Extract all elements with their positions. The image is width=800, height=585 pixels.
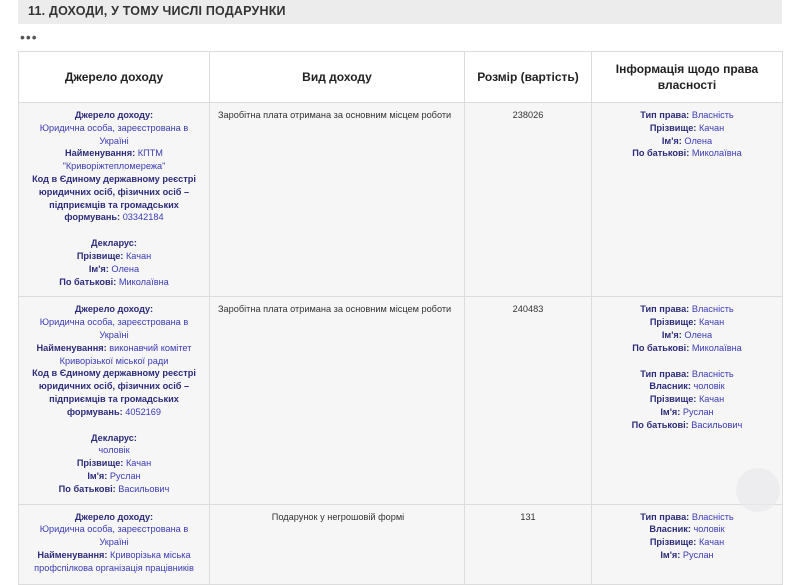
income-table [18,51,783,585]
header-income-kind: Вид доходу [210,52,465,103]
right-type-value: Власність [691,304,734,315]
owner-label: Власник: [649,381,691,392]
ownership-cell [592,504,783,584]
surname-label: Прізвище: [649,122,697,133]
firstname-label: Ім'я: [87,470,108,481]
surname-value: Качан [698,394,725,405]
header-income-amount: Розмір (вартість) [465,52,592,103]
firstname-label: Ім'я: [88,263,109,274]
firstname-value: Руслан [109,470,141,481]
right-type-value: Власність [691,110,734,120]
right-type-label: Тип права: [640,110,690,120]
source-value: Юридична особа, зареєстрована в Україні [39,122,189,146]
patronymic-label: По батькові: [632,342,690,353]
source-value: Юридична особа, зареєстрована в Україні [39,524,189,548]
owner-value: чоловік [693,381,725,392]
patronymic-value: Васильович [691,419,743,430]
patronymic-label: По батькові: [59,276,117,287]
surname-label: Прізвище: [649,317,697,328]
source-label: Джерело доходу: [74,110,154,120]
watermark-icon [736,468,780,512]
code-label: Код в Єдиному державному реєстрі юридичних осіб, фізичних осіб – підприємців та громадських формувань: [32,173,196,223]
patronymic-label: По батькові: [58,483,116,494]
right-type-label: Тип права: [640,368,690,379]
surname-label: Прізвище: [649,394,697,405]
patronymic-value: Васильович [118,483,170,494]
ownership-cell [592,103,783,297]
firstname-value: Руслан [682,549,714,560]
table-row [19,103,783,297]
table-row [19,504,783,584]
source-label: Джерело доходу: [74,511,154,522]
firstname-label: Ім'я: [660,549,681,560]
name-value: виконавчий комітет Криворізької міської ради [59,342,192,366]
table-header-row [19,52,783,103]
name-label: Найменування: [65,148,136,159]
surname-value: Качан [125,458,152,469]
owner-value: чоловік [693,524,725,535]
income-amount-cell: 131 [465,504,592,584]
surname-label: Прізвище: [76,250,124,261]
right-type-label: Тип права: [640,304,690,315]
section-title: 11. ДОХОДИ, У ТОМУ ЧИСЛІ ПОДАРУНКИ [18,0,782,24]
income-kind-cell: Заробітна плата отримана за основним місцем роботи [210,297,465,504]
name-value: Криворізька міська профспілкова організація працівників [34,549,194,573]
declarant-label: Декларус: [91,238,137,249]
firstname-value: Олена [684,135,713,146]
more-options-icon[interactable]: ••• [20,29,38,45]
patronymic-label: По батькові: [631,419,689,430]
income-source-cell [19,297,210,504]
firstname-value: Руслан [682,406,714,417]
code-value: 4052169 [125,406,162,417]
patronymic-value: Миколаївна [691,148,742,159]
firstname-value: Олена [111,263,140,274]
code-label: Код в Єдиному державному реєстрі юридичних осіб, фізичних осіб – підприємців та громадських формувань: [32,368,196,417]
income-kind-cell: Подарунок у негрошовій формі [210,504,465,584]
surname-value: Качан [698,317,725,328]
code-value: 03342184 [122,212,164,223]
surname-value: Качан [698,537,725,548]
income-source-cell [19,103,210,297]
income-amount-cell: 238026 [465,103,592,297]
patronymic-label: По батькові: [632,148,690,159]
firstname-label: Ім'я: [661,135,682,146]
source-value: Юридична особа, зареєстрована в Україні [39,317,189,340]
income-kind-cell: Заробітна плата отримана за основним місцем роботи [210,103,465,297]
header-income-source: Джерело доходу [19,52,210,103]
source-label: Джерело доходу: [74,304,154,315]
patronymic-value: Миколаївна [691,342,742,353]
declarant-label: Декларус: [91,432,137,443]
name-label: Найменування: [36,342,107,353]
table-row [19,297,783,504]
header-ownership-info: Інформація щодо права власності [592,52,783,103]
income-amount-cell: 240483 [465,297,592,504]
name-label: Найменування: [37,549,108,560]
firstname-label: Ім'я: [661,329,682,340]
right-type-value: Власність [691,368,734,379]
surname-value: Качан [698,122,725,133]
surname-label: Прізвище: [649,537,697,548]
right-type-value: Власність [691,511,734,522]
firstname-label: Ім'я: [660,406,681,417]
right-type-label: Тип права: [640,511,690,522]
firstname-value: Олена [684,329,713,340]
surname-value: Качан [125,250,152,261]
declarant-value: чоловік [98,445,130,456]
owner-label: Власник: [649,524,691,535]
patronymic-value: Миколаївна [118,276,169,287]
name-value: КПТМ "Криворіжтепломережа" [62,148,166,172]
surname-label: Прізвище: [76,458,124,469]
income-source-cell [19,504,210,584]
